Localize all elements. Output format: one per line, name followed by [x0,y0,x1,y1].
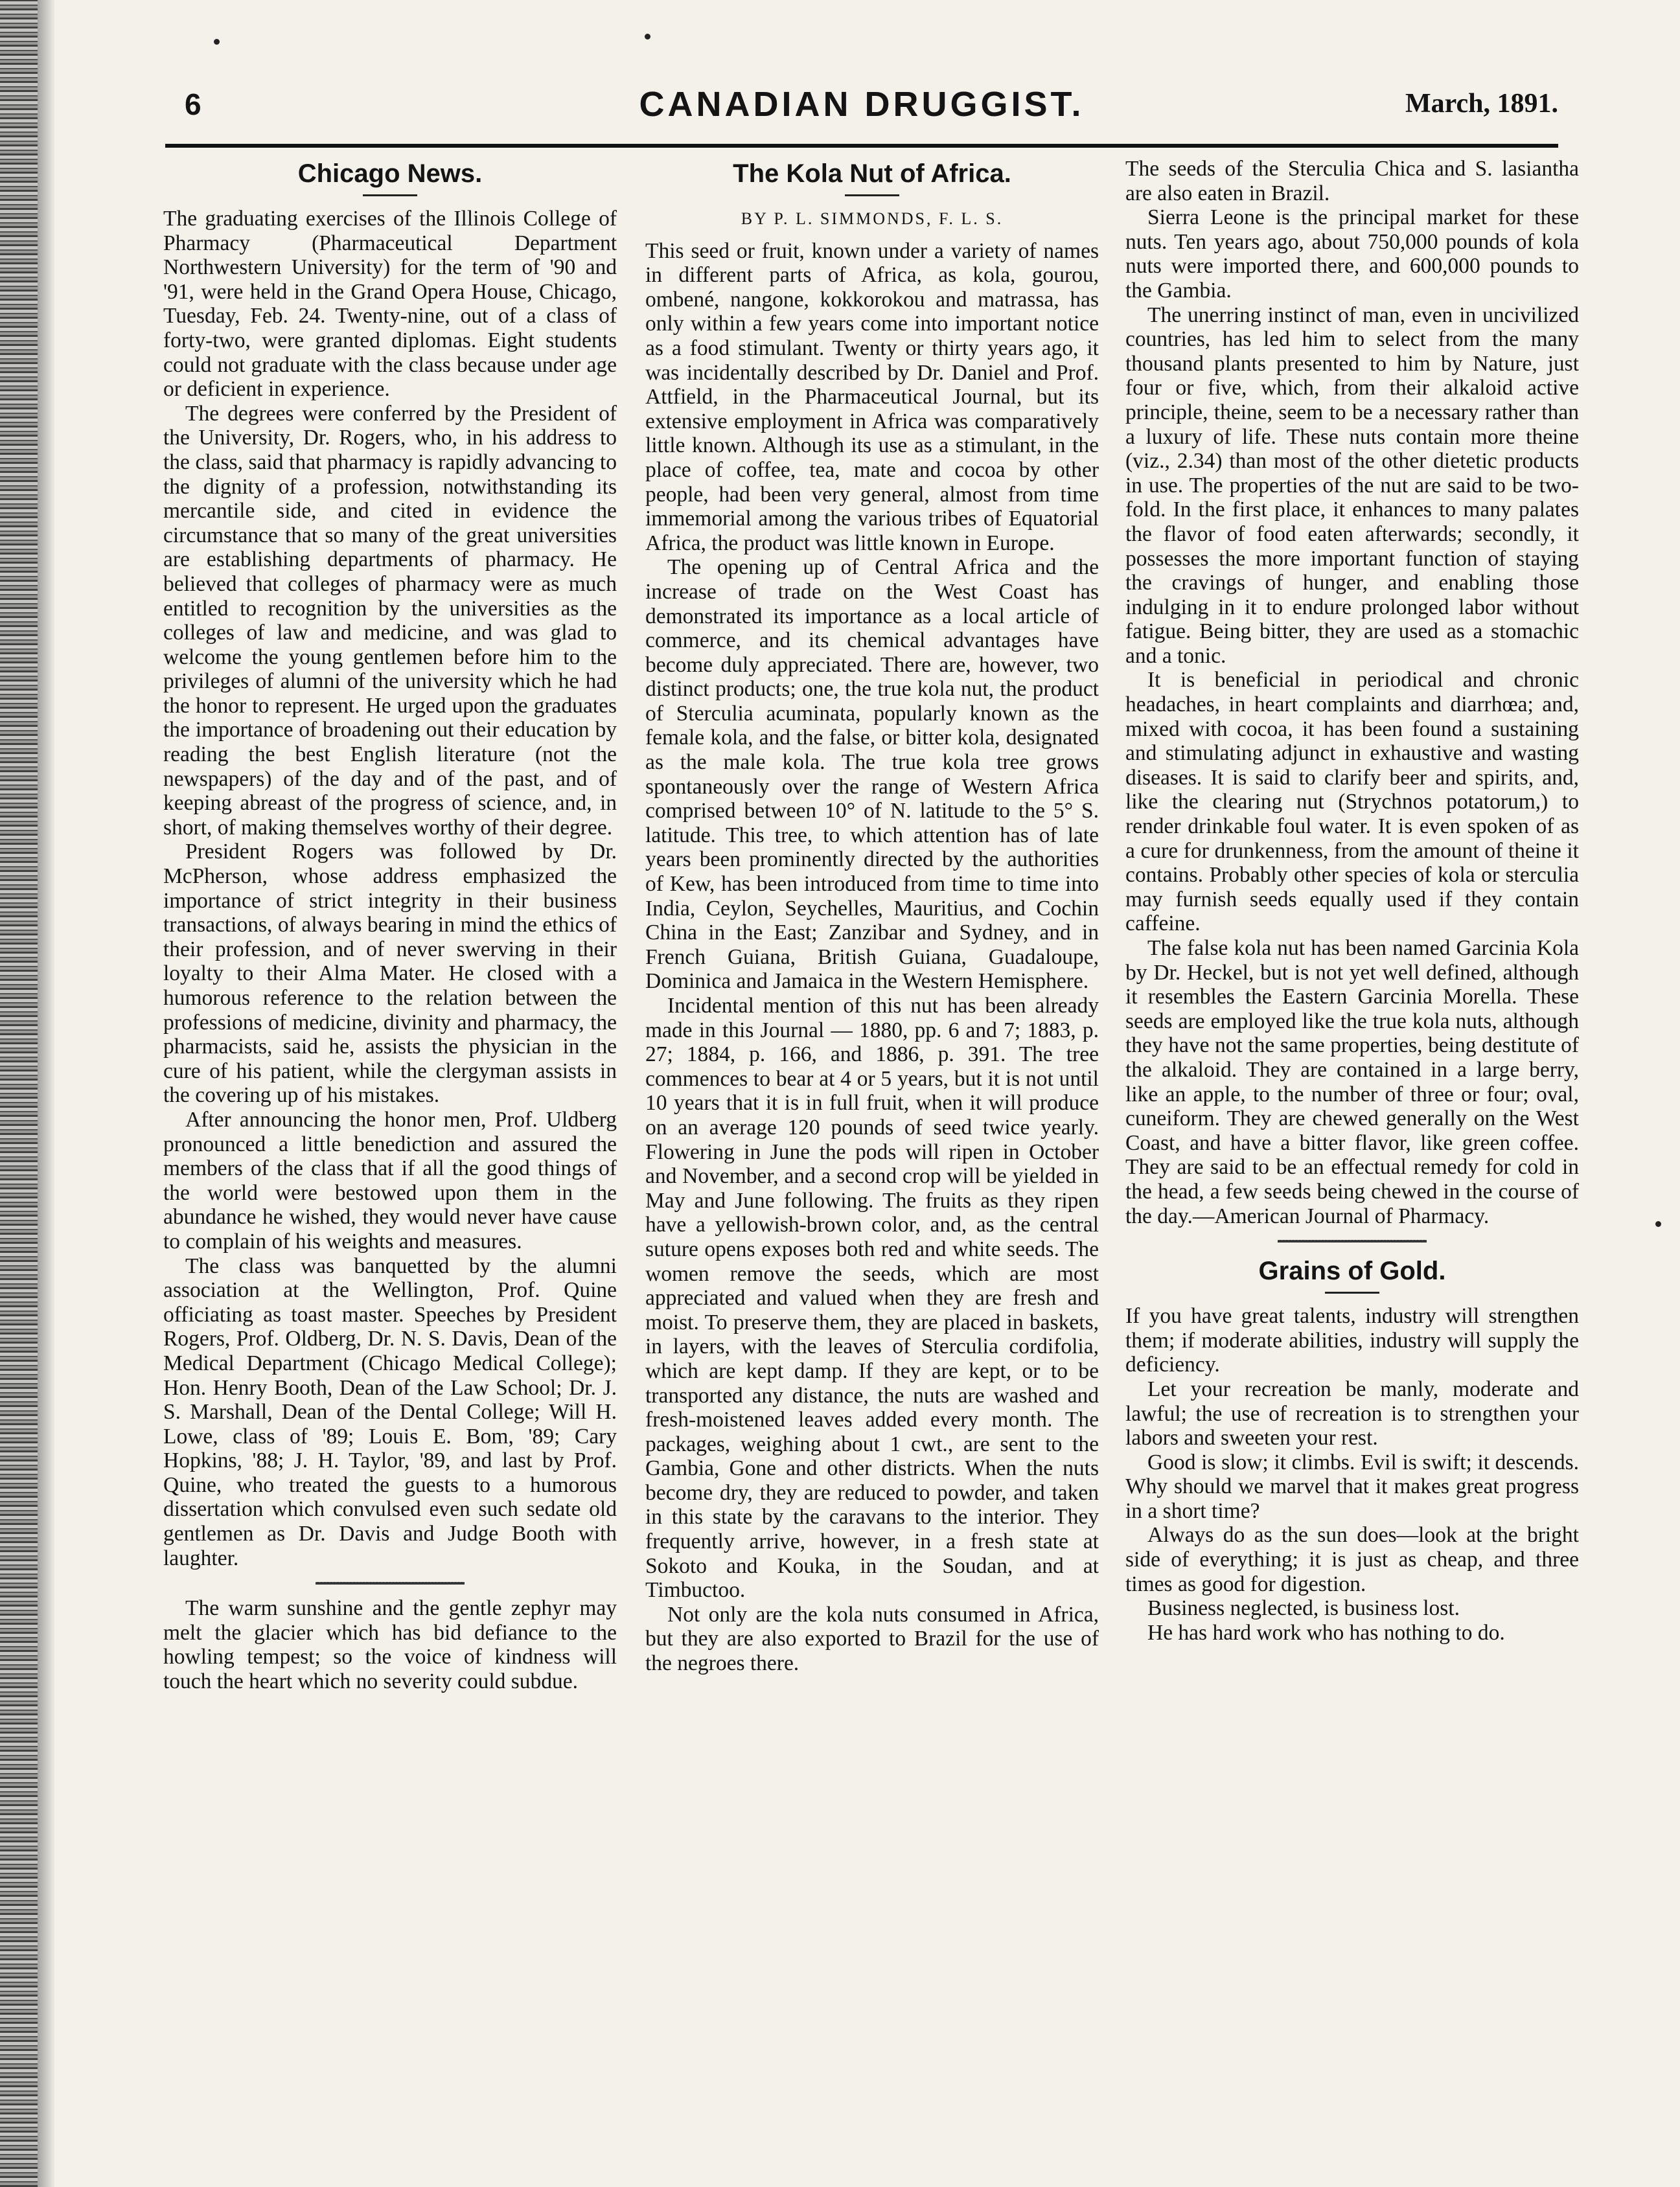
paragraph: The false kola nut has been named Garcinia Kola by Dr. Heckel, but is not yet well defined, although it resembles the Eastern Garcinia Morella. These seeds are employed like the true kola nuts, although they have not the same properties, being destitute of the alkaloid. They are contained in a large berry, like an apple, to the number of three or four; oval, cuneiform. They are chewed generally on the West Coast, and have a bitter flavor, like green coffee. They are said to be an effectual remedy for cold in the head, a few seeds being chewed in the course of the day.—American Journal of Pharmacy. [1125,936,1579,1228]
column-3 [1125,157,1579,1645]
paragraph: Sierra Leone is the principal market for these nuts. Ten years ago, about 750,000 pounds of kola nuts were imported there, and 600,000 pounds to the Gambia. [1125,205,1579,303]
column-1 [163,157,617,1694]
paragraph: After announcing the honor men, Prof. Uldberg pronounced a little benediction and assured the members of the class that if all the good things of the world were bestowed upon them in the abundance he wished, they would never have cause to complain of his weights and measures. [163,1107,617,1254]
page-number: 6 [185,87,201,121]
byline: BY P. L. SIMMONDS, F. L. S. [741,209,1004,228]
title-rule [363,194,417,196]
paragraph: The degrees were conferred by the President of the University, Dr. Rogers, who, in his address to the class, said that pharmacy is rapidly advancing to the dignity of a profession, notwithstanding its mercantile side, and cited in evidence the circumstance that so many of the great universities are establishing departments of pharmacy. He believed that colleges of pharmacy were as much entitled to recognition by the universities as the colleges of law and medicine, and was glad to welcome the young gentlemen before him to the privileges of alumni of the university which he had the honor to represent. He urged upon the graduates the importance of broadening out their education by reading the best English literature (not the newspapers) of the day and of the past, and of keeping abreast of the progress of science, and, in short, of making themselves worthy of their degree. [163,401,617,840]
paragraph: This seed or fruit, known under a variety of names in different parts of Africa, as kola, gourou, ombené, nangone, kokkorokou and matrassa, has only within a few years come into important notice as a food stimulant. Twenty or thirty years ago, it was incidentally described by Dr. Daniel and Prof. Attfield, in the Pharmaceutical Journal, but its extensive employment in Africa was comparatively little known. Although its use as a stimulant, in the place of coffee, tea, mate and cocoa by other people, had been very general, almost from time immemorial among the various tribes of Equatorial Africa, the product was little known in Europe. [645,238,1099,555]
article-title-kola: The Kola Nut of Africa. [733,159,1011,188]
issue-date: March, 1891. [1405,89,1558,119]
section-separator [316,1582,465,1585]
section-separator [1278,1240,1427,1242]
paragraph: The unerring instinct of man, even in uncivilized countries, has led him to select from the many thousand plants presented to him by Nature, just four or five, which, from their alkaloid active principle, theine, seem to be a necessary rather than a luxury of life. These nuts contain more theine (viz., 2.34) than most of the other dietetic products in use. The properties of the nut are said to be two-fold. In the first place, it enhances to many palates the flavor of food eaten afterwards; secondly, it possesses the more important function of staying the cravings of hunger, and enabling those indulging in it to endure prolonged labor without fatigue. Being bitter, they are used as a stomachic and a tonic. [1125,303,1579,668]
page-header [165,82,1558,133]
paragraph: Not only are the kola nuts consumed in Africa, but they are also exported to Brazil for the use of the negroes there. [645,1602,1099,1676]
paragraph: Good is slow; it climbs. Evil is swift; it descends. Why should we marvel that it makes great progress in a short time? [1125,1450,1579,1523]
paragraph: It is beneficial in periodical and chronic headaches, in heart complaints and diarrhœa; and, mixed with cocoa, it has been found a sustaining and stimulating adjunct in exhaustive and wasting diseases. It is said to clarify beer and spirits, and, like the clearing nut (Strychnos potatorum,) to render drinkable foul water. It is even spoken of as a cure for drunkenness, from the amount of theine it contains. Probably other species of kola or sterculia may furnish seeds equally used if they contain caffeine. [1125,668,1579,936]
paragraph: The graduating exercises of the Illinois College of Pharmacy (Pharmaceutical Department Northwestern University) for the term of '90 and '91, were held in the Grand Opera House, Chicago, Tuesday, Feb. 24. Twenty-nine, out of a class of forty-two, were granted diplomas. Eight students could not graduate with the class because under age or deficient in experience. [163,207,617,402]
print-speck [214,39,220,45]
closing-paragraph: The warm sunshine and the gentle zephyr may melt the glacier which has bid defiance to the howling tempest; so the voice of kindness will touch the heart which no severity could subdue. [163,1596,617,1694]
paragraph: If you have great talents, industry will strengthen them; if moderate abilities, industry will supply the deficiency. [1125,1304,1579,1377]
print-speck [645,34,650,40]
title-rule [845,194,899,196]
print-speck [1655,1221,1661,1227]
paragraph: The opening up of Central Africa and the increase of trade on the West Coast has demonstrated its importance as a local article of commerce, and its chemical advantages have become duly appreciated. There are, however, two distinct products; one, the true kola nut, the product of Sterculia acuminata, popularly known as the female kola, and the false, or bitter kola, designated as the male kola. The true kola tree grows spontaneously over the range of Western Africa comprised between 10° of N. latitude to the 5° S. latitude. This tree, to which attention has of late years been prominently directed by the authorities of Kew, has been introduced from time to time into India, Ceylon, Seychelles, Mauritius, and Cochin China in the East; Zanzibar and Sydney, and in French Guiana, British Guiana, Guadaloupe, Dominica and Jamaica in the Western Hemisphere. [645,555,1099,994]
article-title-chicago: Chicago News. [297,159,483,188]
page-binding-edge [0,0,38,2187]
header-rule [165,144,1558,148]
article-title-grains: Grains of Gold. [1258,1257,1446,1286]
paragraph: Let your recreation be manly, moderate and lawful; the use of recreation is to strengthen your labors and sweeten your rest. [1125,1377,1579,1450]
paragraph: President Rogers was followed by Dr. McPherson, whose address emphasized the importance of strict integrity in their business transactions, of always bearing in mind the ethics of their profession, and of never swerving in their loyalty to their Alma Mater. He closed with a humorous reference to the relation between the professions of medicine, divinity and pharmacy, the pharmacists, said he, assists the physician in the cure of his patient, while the clergyman assists in the covering up of his mistakes. [163,840,617,1108]
journal-title: CANADIAN DRUGGIST. [639,85,1085,124]
paragraph: Always do as the sun does—look at the bright side of everything; it is just as cheap, and three times as good for digestion. [1125,1523,1579,1596]
paragraph: The class was banquetted by the alumni association at the Wellington, Prof. Quine officiating as toast master. Speeches by President Rogers, Prof. Oldberg, Dr. N. S. Davis, Dean of the Medical Department (Chicago Medical College); Hon. Henry Booth, Dean of the Law School; Dr. J. S. Marshall, Dean of the Dental College; Will H. Lowe, class of '89; Louis E. Bom, '89; Cary Hopkins, '88; J. H. Taylor, '89, and last by Prof. Quine, who treated the guests to a humorous dissertation which convulsed even such sedate old gentlemen as Dr. Davis and Judge Booth with laughter. [163,1254,617,1570]
paragraph: Business neglected, is business lost. [1147,1596,1460,1621]
paragraph: The seeds of the Sterculia Chica and S. lasiantha are also eaten in Brazil. [1125,157,1579,205]
paragraph: Incidental mention of this nut has been already made in this Journal — 1880, pp. 6 and 7; 1883, p. 27; 1884, p. 166, and 1886, p. 391. The tree commences to bear at 4 or 5 years, but it is not until 10 years that it is in full fruit, when it will produce on an average 120 pounds of seed twice yearly. Flowering in June the pods will ripen in October and November, and a second crop will be yielded in May and June following. The fruits as they ripen have a yellowish-brown color, and, as the central suture opens exposes both red and white seeds. The women remove the seeds, which are most appreciated and valued when they are fresh and moist. To preserve them, they are placed in baskets, in layers, with the leaves of Sterculia cordifolia, which are kept damp. If they are kept, or to be transported any distance, the nuts are washed and fresh-moistened leaves added every month. The packages, weighing about 1 cwt., are sent to the Gambia, Gone and other districts. When the nuts become dry, they are reduced to powder, and taken in this state by the caravans to the interior. They frequently arrive, however, in a fresh state at Sokoto and Kouka, in the Soudan, and at Timbuctoo. [645,994,1099,1603]
column-2 [645,157,1099,1676]
title-rule [1325,1292,1379,1294]
page-binding-shadow [38,0,54,2187]
paragraph: He has hard work who has nothing to do. [1147,1620,1505,1645]
